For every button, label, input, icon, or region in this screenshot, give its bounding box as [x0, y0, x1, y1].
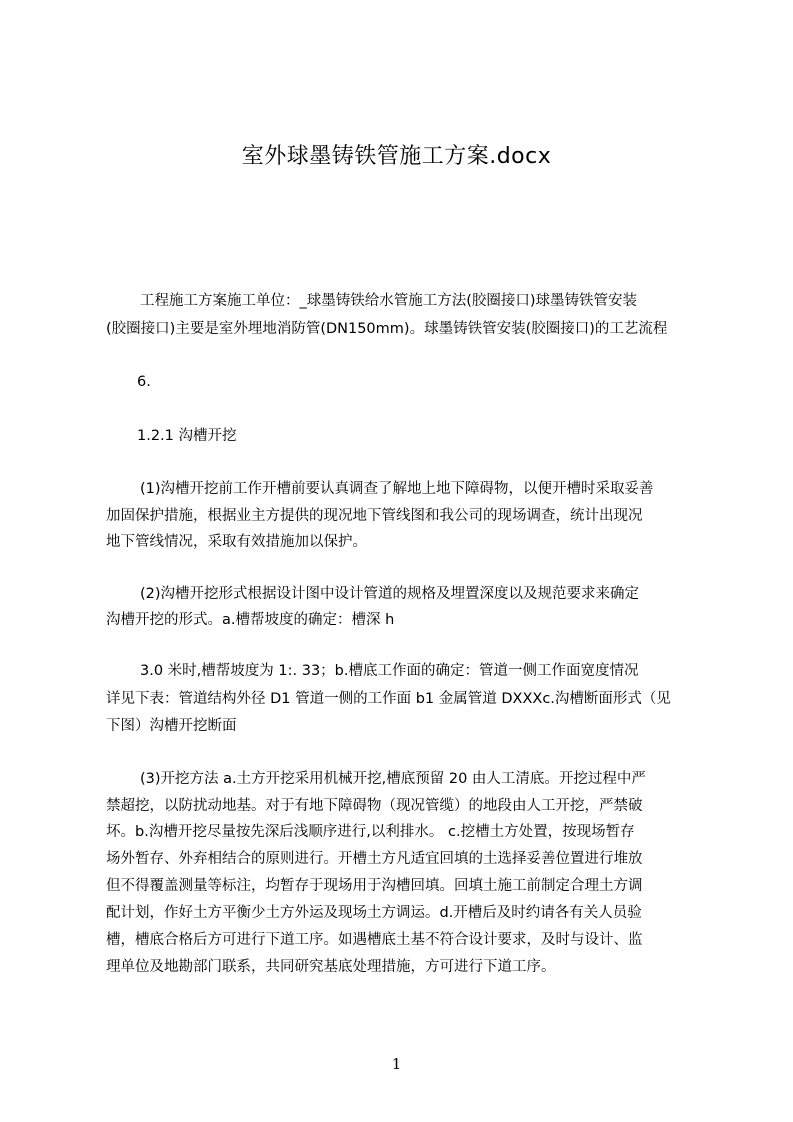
p4-line-2: 禁超挖，以防扰动地基。对于有地下障碍物（现况管缆）的地段由人工开挖，严禁破: [106, 798, 643, 814]
document-title: 室外球墨铸铁管施工方案.docx: [241, 144, 552, 169]
p4-line-5: 但不得覆盖测量等标注，均暂存于现场用于沟槽回填。回填土施工前制定合理土方调: [106, 878, 643, 894]
section-heading: 1.2.1 沟槽开挖: [137, 428, 237, 444]
p4-line-8: 理单位及地勘部门联系，共同研究基底处理措施，方可进行下道工序。: [106, 959, 556, 975]
p4-line-1: (3)开挖方法 a.土方开挖采用机械开挖,槽底预留 20 由人工清底。开挖过程中严: [140, 771, 646, 787]
intro-line-2: (胶圈接口)主要是室外埋地消防管(DN150mm)。球墨铸铁管安装(胶圈接口)的工艺流程: [106, 321, 668, 337]
p3-line-2: 详见下表：管道结构外径 D1 管道一侧的工作面 b1 金属管道 DXXXc.沟槽断面形式（见: [106, 691, 671, 707]
p3-line-3: 下图）沟槽开挖断面: [106, 718, 237, 734]
page-number: 1: [391, 1055, 402, 1073]
p4-line-3: 坏。b.沟槽开挖尽量按先深后浅顺序进行,以利排水。 c.挖槽土方处置，按现场暂存: [106, 824, 635, 840]
p1-line-3: 地下管线情况，采取有效措施加以保护。: [106, 534, 367, 550]
p3-line-1: 3.0 米时,槽帮坡度为 1:. 33；b.槽底工作面的确定：管道一侧工作面宽度情况: [140, 663, 639, 679]
p1-line-2: 加固保护措施，根据业主方提供的现况地下管线图和我公司的现场调查，统计出现况: [106, 508, 643, 524]
intro-line-1: 工程施工方案施工单位：_球墨铸铁给水管施工方法(胶圈接口)球墨铸铁管安装: [140, 293, 638, 309]
p4-line-7: 槽，槽底合格后方可进行下道工序。如遇槽底土基不符合设计要求，及时与设计、监: [106, 932, 643, 948]
p2-line-2: 沟槽开挖的形式。a.槽帮坡度的确定：槽深 h: [106, 612, 395, 628]
p1-line-1: (1)沟槽开挖前工作开槽前要认真调查了解地上地下障碍物，以便开槽时采取妥善: [140, 481, 654, 497]
p4-line-4: 场外暂存、外弃相结合的原则进行。开槽土方凡适宜回填的土选择妥善位置进行堆放: [106, 851, 643, 867]
list-item-number: 6.: [137, 374, 151, 390]
p4-line-6: 配计划，作好土方平衡少土方外运及现场土方调运。d.开槽后及时约请各有关人员验: [106, 905, 642, 921]
p2-line-1: (2)沟槽开挖形式根据设计图中设计管道的规格及埋置深度以及规范要求来确定: [140, 586, 640, 602]
